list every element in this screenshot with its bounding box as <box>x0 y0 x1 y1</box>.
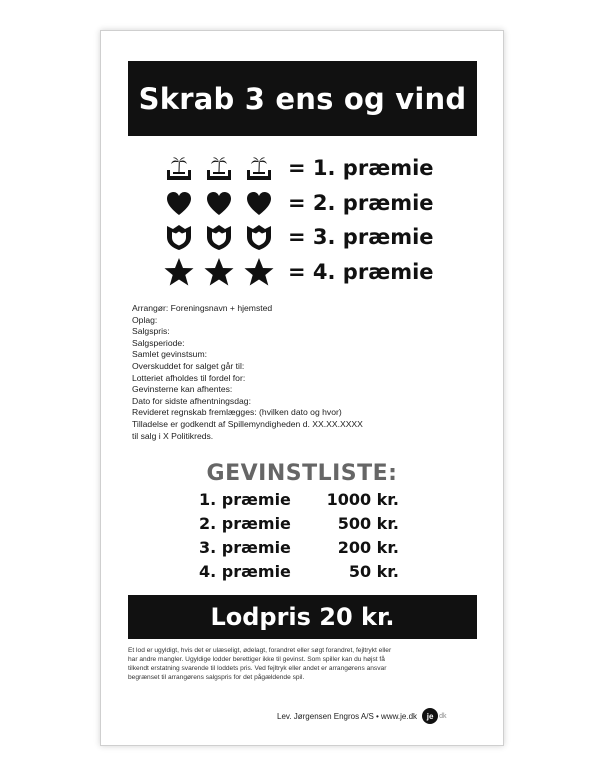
gevinst-label: 1. præmie <box>199 489 291 509</box>
supplier-text: Lev. Jørgensen Engros A/S • www.je.dk <box>277 711 418 721</box>
gevinstliste <box>199 487 399 583</box>
prize-row-1 <box>164 151 464 186</box>
je-logo-icon <box>422 708 446 724</box>
prize-symbols-table <box>164 151 464 289</box>
heart-icon <box>164 188 194 218</box>
terms-line: tilkendt erstatning svarende til loddets pris. Ved fejltryk eller andet er arrangørens ansvar <box>128 665 387 672</box>
ticket-title: Skrab 3 ens og vind <box>128 61 477 136</box>
gevinst-amount: 200 kr. <box>337 537 399 557</box>
prize-label: = 3. præmie <box>288 225 434 250</box>
gevinstliste-heading: GEVINSTLISTE: <box>206 461 398 486</box>
heart-icon <box>244 188 274 218</box>
gevinst-label: 4. præmie <box>199 561 291 581</box>
info-salgsperiode: Salgsperiode: <box>132 337 185 348</box>
gevinst-amount: 50 kr. <box>348 561 399 581</box>
lodpris-banner: Lodpris 20 kr. <box>128 595 477 639</box>
star-icon <box>164 257 194 287</box>
prize-row-3 <box>164 220 464 255</box>
terms-line: har andre mangler. Ugyldige lodder berettiger ikke til gevinst. Som spiller kan du højst få <box>128 656 385 663</box>
info-overskud: Overskuddet for salget går til: <box>132 360 245 371</box>
prize-row-2 <box>164 186 464 221</box>
info-tilladelse: Tilladelse er godkendt af Spillemyndigheden d. XX.XX.XXXX <box>132 418 363 429</box>
info-afhentes: Gevinsterne kan afhentes: <box>132 384 233 395</box>
star-icon <box>244 257 274 287</box>
prize-label: = 2. præmie <box>288 190 434 215</box>
shield-icon <box>244 222 274 252</box>
info-oplag: Oplag: <box>132 314 158 325</box>
info-arrangor: Arrangør: Foreningsnavn + hjemsted <box>132 303 273 313</box>
info-politikreds: til salg i X Politikreds. <box>132 430 214 441</box>
lottery-info <box>132 303 472 442</box>
prize-label: = 1. præmie <box>288 156 434 181</box>
gevinst-label: 3. præmie <box>199 537 291 557</box>
prize-row-4 <box>164 255 464 290</box>
info-gevinstsum: Samlet gevinstsum: <box>132 349 207 360</box>
info-dato: Dato for sidste afhentningsdag: <box>132 395 251 406</box>
gevinst-row <box>199 511 399 535</box>
gevinst-amount: 500 kr. <box>337 513 399 533</box>
gevinst-label: 2. præmie <box>199 513 291 533</box>
gevinst-row <box>199 559 399 583</box>
prize-label: = 4. præmie <box>288 259 434 284</box>
logo-initials: je <box>422 708 438 724</box>
terms-line: Et lod er ugyldigt, hvis det er ulæseligt, ødelagt, forandret eller søgt forandret, fejltrykt eller <box>128 647 392 654</box>
gevinst-amount: 1000 kr. <box>326 489 399 509</box>
heart-icon <box>204 188 234 218</box>
beach-icon <box>164 153 194 183</box>
logo-suffix: dk <box>439 712 447 720</box>
shield-icon <box>204 222 234 252</box>
info-regnskab: Revideret regnskab fremlægges: (hvilken dato og hvor) <box>132 407 342 418</box>
info-fordel: Lotteriet afholdes til fordel for: <box>132 372 246 383</box>
star-icon <box>204 257 234 287</box>
supplier-credit <box>277 708 446 724</box>
gevinst-row <box>199 487 399 511</box>
beach-icon <box>244 153 274 183</box>
info-salgspris: Salgspris: <box>132 326 170 337</box>
shield-icon <box>164 222 194 252</box>
gevinst-row <box>199 535 399 559</box>
terms-line: begrænset til arrangørens salgspris for det pågældende spil. <box>128 674 305 681</box>
scratch-ticket <box>100 30 504 746</box>
beach-icon <box>204 153 234 183</box>
terms-fineprint <box>128 646 478 682</box>
